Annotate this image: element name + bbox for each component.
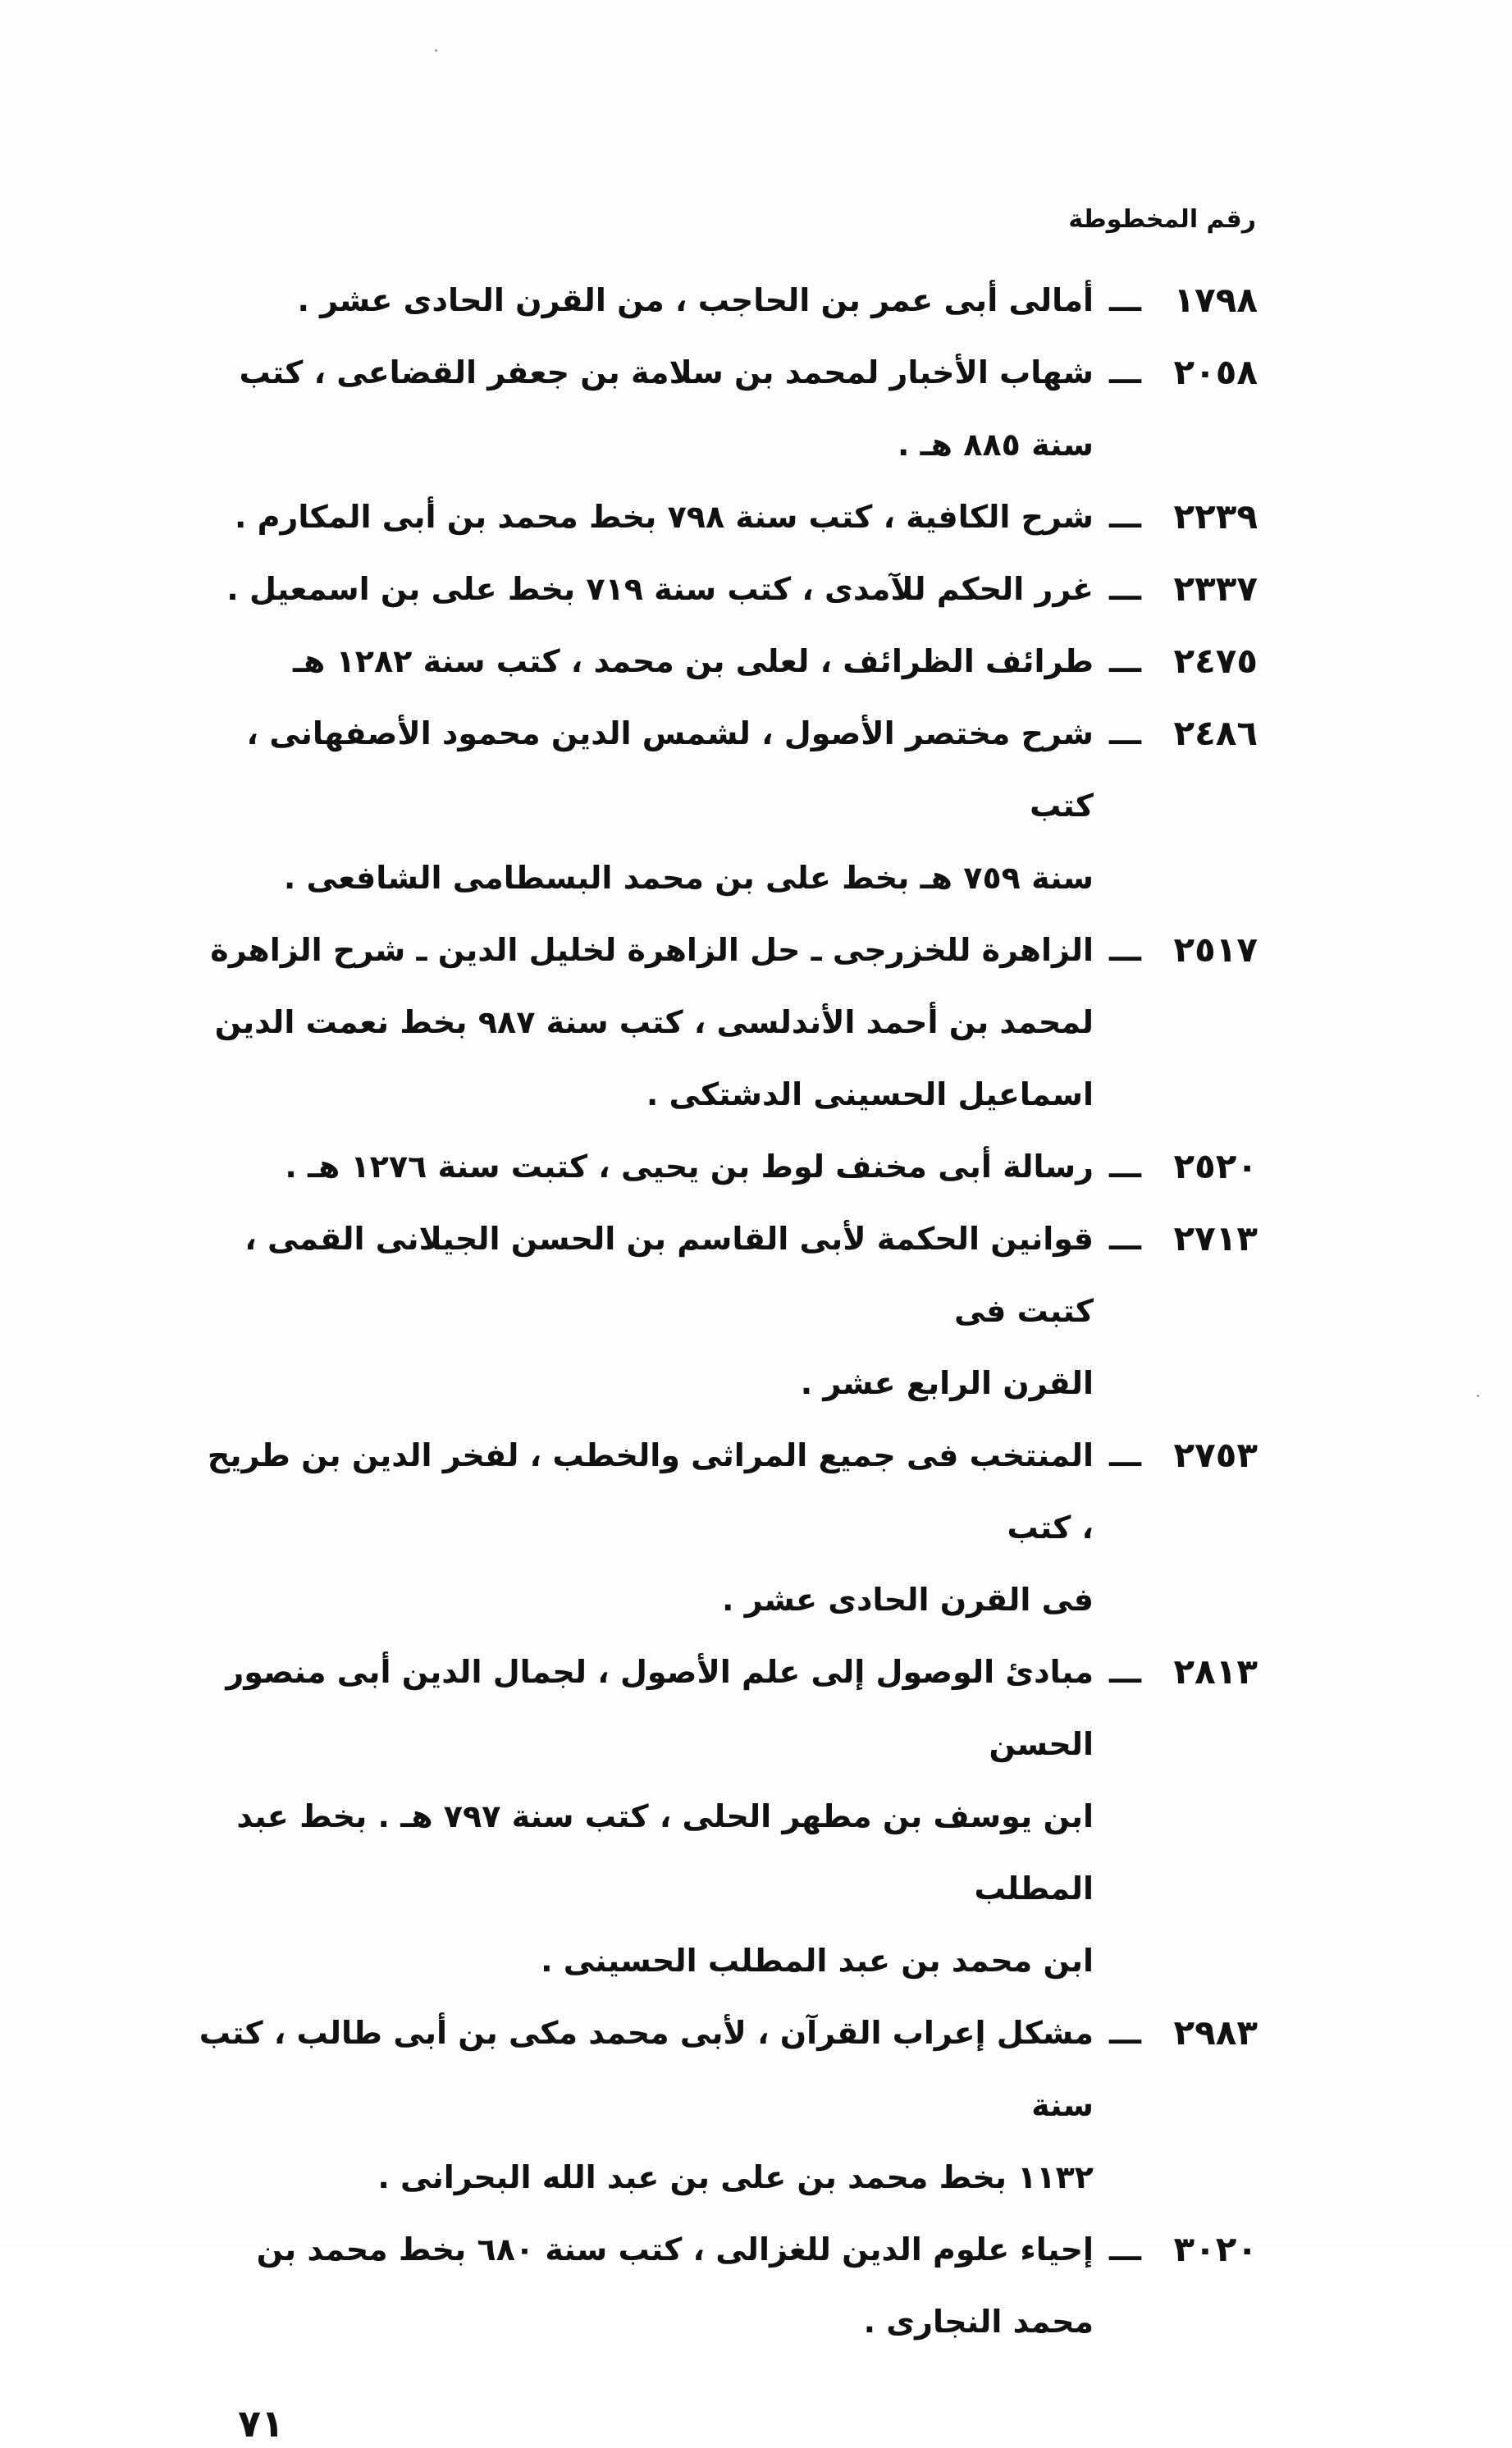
- dash-separator: ـــ: [1109, 1437, 1141, 1473]
- manuscript-entry: [0, 1636, 1512, 1997]
- manuscript-description-line: اسماعيل الحسينى الدشتكى .: [646, 1076, 1094, 1112]
- dash-separator: ـــ: [1109, 354, 1141, 390]
- manuscript-description-line: غرر الحكم للآمدى ، كتب سنة ٧١٩ بخط على بن اسمعيل .: [226, 571, 1094, 607]
- dash-separator: ـــ: [1109, 715, 1141, 751]
- manuscript-description-line: لمحمد بن أحمد الأندلسى ، كتب سنة ٩٨٧ بخط نعمت الدين: [214, 1004, 1094, 1040]
- manuscript-entry: [0, 1997, 1512, 2213]
- manuscript-number: ٢٨١٣: [1173, 1651, 1258, 1692]
- manuscript-number: ٣٠٢٠: [1173, 2229, 1258, 2269]
- manuscript-entry: [0, 336, 1512, 481]
- scan-speck: [435, 49, 437, 52]
- dash-separator: ـــ: [1109, 1654, 1141, 1690]
- manuscript-description-line: ابن محمد بن عبد المطلب الحسينى .: [541, 1943, 1094, 1979]
- manuscript-description-line: الزاهرة للخزرجى ـ حل الزاهرة لخليل الدين ـ شرح الزاهرة: [210, 932, 1094, 968]
- dash-separator: ـــ: [1109, 571, 1141, 607]
- dash-separator: ـــ: [1109, 282, 1141, 318]
- manuscript-description-line: إحياء علوم الدين للغزالى ، كتب سنة ٦٨٠ بخط محمد بن: [256, 2231, 1094, 2268]
- manuscript-description-line: طرائف الظرائف ، لعلى بن محمد ، كتب سنة ١٢٨٢ هـ: [292, 643, 1094, 679]
- manuscript-description-line: المنتخب فى جميع المراثى والخطب ، لفخر الدين بن طريح ، كتب: [207, 1437, 1094, 1546]
- manuscript-entry: [0, 1419, 1512, 1636]
- manuscript-number: ٢٥٢٠: [1173, 1146, 1258, 1186]
- manuscript-list: [0, 264, 1512, 2448]
- manuscript-description-line: مبادئ الوصول إلى علم الأصول ، لجمال الدين أبى منصور الحسن: [226, 1654, 1094, 1762]
- manuscript-description-line: محمد النجارى .: [863, 2304, 1094, 2340]
- manuscript-description-line: سنة ٧٥٩ هـ بخط على بن محمد البسطامى الشافعى .: [283, 860, 1094, 896]
- manuscript-description-line: القرن الرابع عشر .: [800, 1365, 1094, 1401]
- manuscript-number: ٢٠٥٨: [1173, 352, 1258, 392]
- manuscript-number: ١٧٩٨: [1173, 280, 1258, 320]
- manuscript-entry: [0, 264, 1512, 336]
- manuscript-description-line: قوانين الحكمة لأبى القاسم بن الحسن الجيلانى القمى ، كتبت فى: [244, 1221, 1094, 1329]
- manuscript-number: ٢٤٨٦: [1173, 713, 1258, 753]
- dash-separator: ـــ: [1109, 2015, 1141, 2051]
- dash-separator: ـــ: [1109, 499, 1141, 535]
- manuscript-entry: [0, 914, 1512, 1130]
- scan-speck: [1477, 1395, 1479, 1397]
- manuscript-number: ٢٧٥٣: [1173, 1435, 1258, 1475]
- manuscript-description-line: فى القرن الحادى عشر .: [722, 1582, 1094, 1618]
- manuscript-description-line: شرح الكافية ، كتب سنة ٧٩٨ بخط محمد بن أبى المكارم .: [234, 499, 1094, 535]
- manuscript-number: ٢٧١٣: [1173, 1218, 1258, 1258]
- manuscript-number: ٢٢٣٩: [1173, 496, 1258, 537]
- manuscript-number: ٢٤٧٥: [1173, 641, 1258, 681]
- manuscript-entry: [0, 697, 1512, 914]
- manuscript-entry: [0, 625, 1512, 697]
- manuscript-entry: [0, 553, 1512, 625]
- manuscript-description-line: شهاب الأخبار لمحمد بن سلامة بن جعفر القضاعى ، كتب: [239, 354, 1094, 390]
- manuscript-entry: [0, 2213, 1512, 2358]
- manuscript-entry: [0, 1203, 1512, 1419]
- dash-separator: ـــ: [1109, 932, 1141, 968]
- manuscript-description-line: ١١٣٢ بخط محمد بن على بن عبد الله البحرانى .: [377, 2159, 1094, 2195]
- dash-separator: ـــ: [1109, 1149, 1141, 1185]
- manuscript-description-line: ابن يوسف بن مطهر الحلى ، كتب سنة ٧٩٧ هـ . بخط عبد المطلب: [236, 1798, 1094, 1907]
- manuscript-number: ٢٩٨٣: [1173, 2012, 1258, 2053]
- column-header-manuscript-number: رقم المخطوطة: [1068, 205, 1256, 234]
- manuscript-description-line: أمالى أبى عمر بن الحاجب ، من القرن الحادى عشر .: [297, 282, 1094, 318]
- manuscript-entry: [0, 481, 1512, 553]
- manuscript-number: ٢٣٣٧: [1173, 569, 1258, 609]
- manuscript-description-line: شرح مختصر الأصول ، لشمس الدين محمود الأصفهانى ، كتب: [246, 715, 1094, 824]
- dash-separator: ـــ: [1109, 643, 1141, 679]
- dash-separator: ـــ: [1109, 2231, 1141, 2268]
- manuscript-description-line: سنة ٨٨٥ هـ .: [898, 427, 1094, 463]
- dash-separator: ـــ: [1109, 1221, 1141, 1257]
- manuscript-description-line: مشكل إعراب القرآن ، لأبى محمد مكى بن أبى طالب ، كتب سنة: [199, 2015, 1094, 2123]
- page-number: ٧١: [238, 2401, 285, 2446]
- manuscript-description-line: رسالة أبى مخنف لوط بن يحيى ، كتبت سنة ١٢٧٦ هـ .: [285, 1149, 1094, 1185]
- manuscript-entry: [0, 1130, 1512, 1203]
- manuscript-number: ٢٥١٧: [1173, 929, 1258, 970]
